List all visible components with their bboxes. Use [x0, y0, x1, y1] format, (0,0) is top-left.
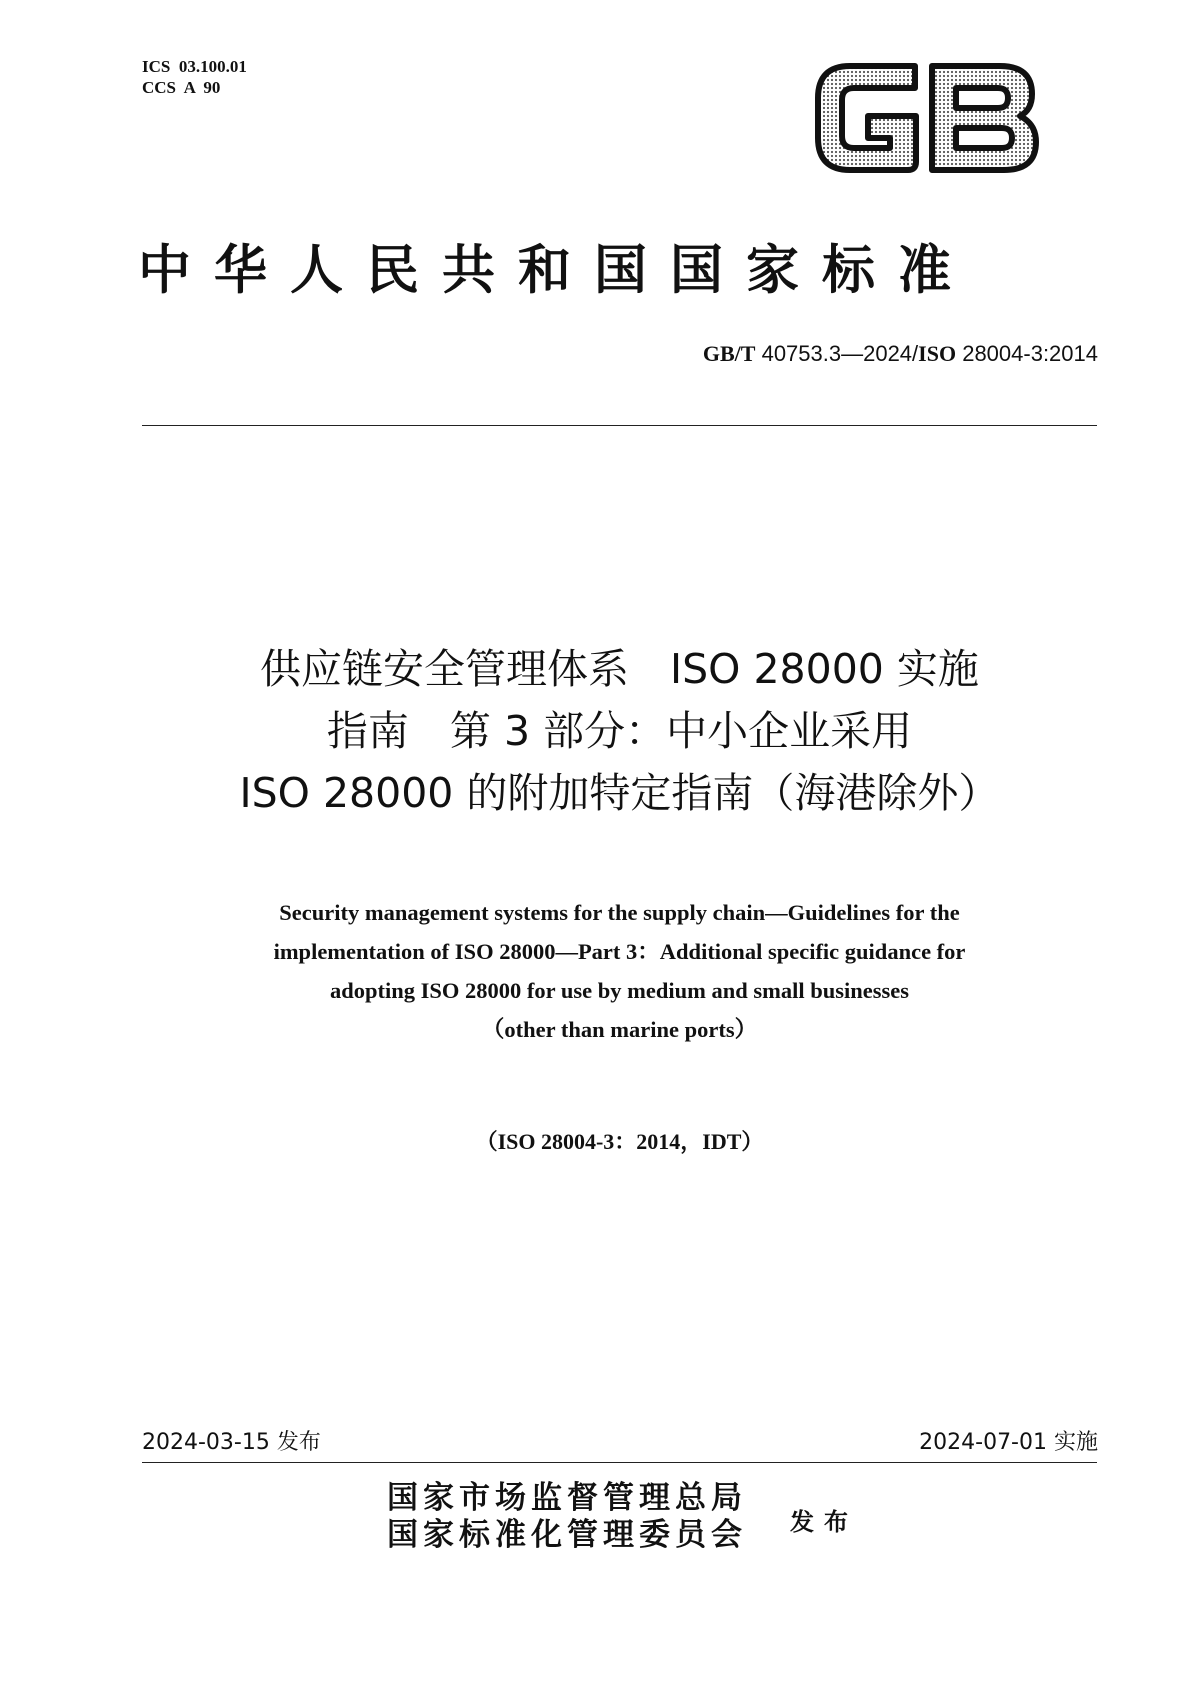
ccs-code: CCS A 90 — [142, 78, 221, 97]
standard-number-prefix: GB/T — [702, 341, 756, 366]
english-title-line-4: （other than marine ports） — [481, 1017, 758, 1042]
standard-number-iso: ISO — [918, 341, 957, 366]
chinese-title — [142, 638, 1097, 824]
iso-equivalence-reference: （ISO 28004-3：2014，IDT） — [475, 1129, 764, 1154]
bottom-divider — [142, 1462, 1097, 1463]
standard-number — [703, 341, 1098, 367]
standard-number-main: 40753.3—2024/ — [755, 341, 919, 366]
publish-label: 发布 — [790, 1508, 858, 1536]
ics-code: ICS 03.100.01 — [142, 57, 247, 76]
standard-number-suffix: 28004-3:2014 — [956, 341, 1098, 366]
english-title — [142, 893, 1097, 1049]
english-title-line-3: adopting ISO 28000 for use by medium and small businesses — [329, 978, 910, 1003]
gb-logo — [810, 58, 1040, 178]
english-title-line-2: implementation of ISO 28000—Part 3：Additional specific guidance for — [273, 939, 966, 964]
effective-date: 2024-07-01 实施 — [919, 1430, 1098, 1455]
publishing-organizations — [387, 1480, 747, 1554]
top-divider — [142, 425, 1097, 426]
issue-date: 2024-03-15 发布 — [142, 1430, 321, 1455]
publisher-sac: 国家标准化管理委员会 — [387, 1517, 747, 1553]
english-title-line-1: Security management systems for the supply chain—Guidelines for the — [279, 900, 960, 925]
national-standard-title: 中华人民共和国国家标准 — [138, 240, 974, 301]
classification-codes — [142, 56, 247, 98]
chinese-title-line-1: 供应链安全管理体系 ISO 28000 实施 — [260, 645, 979, 693]
publisher-samr: 国家市场监督管理总局 — [387, 1480, 747, 1516]
chinese-title-line-2: 指南 第 3 部分：中小企业采用 — [326, 707, 913, 755]
chinese-title-line-3: ISO 28000 的附加特定指南（海港除外） — [239, 769, 1000, 817]
